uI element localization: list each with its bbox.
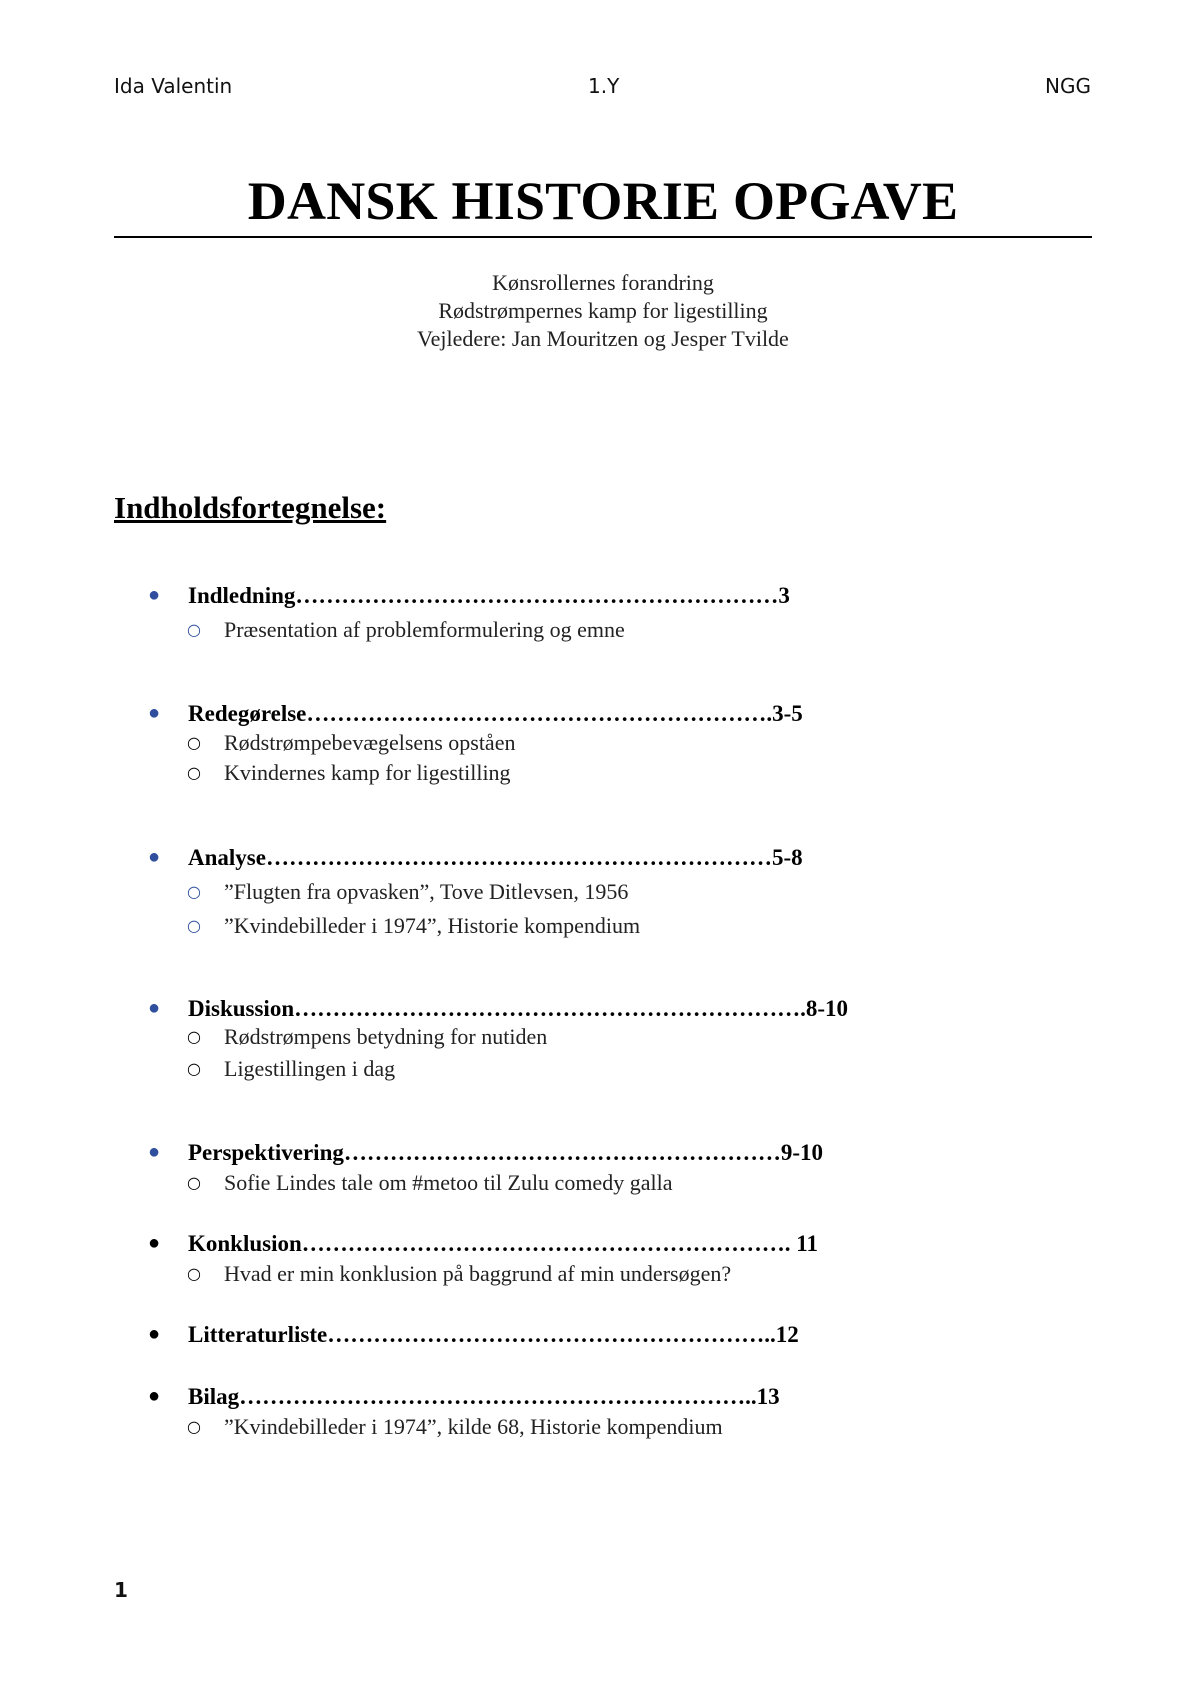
toc-subitem <box>187 619 625 641</box>
circle-bullet-icon: ○ <box>187 1027 201 1046</box>
subtitle-theme: Rødstrømpernes kamp for ligestilling <box>438 298 768 323</box>
bullet-icon: ● <box>148 702 161 724</box>
toc-page-number: 3-5 <box>772 701 803 726</box>
toc-entry-analyse <box>148 846 803 869</box>
circle-bullet-icon: ○ <box>187 882 201 901</box>
toc-entry-bilag <box>148 1385 780 1408</box>
toc-leader-dots: ……………………………………………………. <box>306 701 773 726</box>
toc-entry-title: Bilag <box>188 1384 240 1409</box>
bullet-icon: ● <box>148 1385 161 1407</box>
toc-entry-title: Diskussion <box>188 996 295 1021</box>
toc-entry-title: Analyse <box>188 845 266 870</box>
toc-leader-dots: ………………………………………………….. <box>327 1322 776 1347</box>
circle-bullet-icon: ○ <box>187 916 201 935</box>
bullet-icon: ● <box>148 1323 161 1345</box>
toc-page-number: 8-10 <box>805 996 849 1021</box>
toc-leader-dots: ……………………………………………………… <box>295 583 779 608</box>
bullet-icon: ● <box>148 1141 161 1163</box>
toc-page-number: 13 <box>756 1384 780 1409</box>
toc-entry-diskussion <box>148 997 848 1020</box>
toc-subitem-text: Hvad er min konklusion på baggrund af min undersøgen? <box>224 1261 732 1286</box>
circle-bullet-icon: ○ <box>187 1059 201 1078</box>
toc-entry-title: Konklusion <box>188 1231 302 1256</box>
toc-page-number: 5-8 <box>771 845 803 870</box>
title-underline <box>114 236 1092 238</box>
toc-leader-dots: …………………………………………………………. <box>294 996 806 1021</box>
toc-subitem <box>187 1172 672 1194</box>
header-class: 1.Y <box>588 74 620 98</box>
toc-leader-dots: ………………………………………………… <box>343 1140 781 1165</box>
bullet-icon: ● <box>148 584 161 606</box>
circle-bullet-icon: ○ <box>187 1264 201 1283</box>
toc-entry-redegorelse <box>148 702 803 725</box>
circle-bullet-icon: ○ <box>187 620 201 639</box>
toc-leader-dots: ………………………………………………………… <box>265 845 772 870</box>
circle-bullet-icon: ○ <box>187 1173 201 1192</box>
toc-page-number: 9-10 <box>780 1140 824 1165</box>
toc-subitem-text: ”Flugten fra opvasken”, Tove Ditlevsen, 1956 <box>224 879 629 904</box>
toc-entry-title: Redegørelse <box>188 701 307 726</box>
toc-subitem-text: ”Kvindebilleder i 1974”, kilde 68, Historie kompendium <box>224 1414 723 1439</box>
toc-heading: Indholdsfortegnelse: <box>114 490 387 525</box>
toc-page-number: 3 <box>778 583 790 608</box>
circle-bullet-icon: ○ <box>187 733 201 752</box>
toc-entry-litteraturliste <box>148 1323 799 1346</box>
circle-bullet-icon: ○ <box>187 763 201 782</box>
toc-subitem <box>187 1416 723 1438</box>
toc-entry-title: Perspektivering <box>188 1140 344 1165</box>
bullet-icon: ● <box>148 846 161 868</box>
toc-leader-dots: ………………………………………………………….. <box>239 1384 757 1409</box>
toc-subitem-text: Kvindernes kamp for ligestilling <box>224 760 511 785</box>
toc-subitem-text: Præsentation af problemformulering og emne <box>224 617 625 642</box>
toc-page-number: 12 <box>775 1322 799 1347</box>
toc-subitem <box>187 881 628 903</box>
toc-entry-indledning <box>148 584 790 607</box>
toc-subitem-text: Rødstrømpebevægelsens opståen <box>224 730 516 755</box>
toc-subitem-text: Rødstrømpens betydning for nutiden <box>224 1024 548 1049</box>
toc-subitem <box>187 1026 547 1048</box>
circle-bullet-icon: ○ <box>187 1417 201 1436</box>
header-author: Ida Valentin <box>114 74 233 98</box>
toc-entry-title: Indledning <box>188 583 296 608</box>
toc-entry-title: Litteraturliste <box>188 1322 328 1347</box>
toc-entry-perspektivering <box>148 1141 823 1164</box>
toc-subitem-text: Ligestillingen i dag <box>224 1056 396 1081</box>
document-title: DANSK HISTORIE OPGAVE <box>247 171 959 231</box>
header-school: NGG <box>1045 74 1091 98</box>
bullet-icon: ● <box>148 997 161 1019</box>
toc-leader-dots: ………………………………………………………. <box>301 1231 797 1256</box>
toc-subitem <box>187 915 640 937</box>
subtitle-topic: Kønsrollernes forandring <box>492 270 714 295</box>
toc-subitem-text: ”Kvindebilleder i 1974”, Historie kompendium <box>224 913 641 938</box>
toc-subitem <box>187 762 511 784</box>
toc-entry-konklusion <box>148 1232 818 1255</box>
page-number: 1 <box>114 1578 128 1602</box>
toc-page-number: 11 <box>796 1231 819 1256</box>
toc-subitem <box>187 1263 731 1285</box>
toc-subitem <box>187 732 515 754</box>
subtitle-supervisors: Vejledere: Jan Mouritzen og Jesper Tvilde <box>417 326 789 351</box>
toc-subitem-text: Sofie Lindes tale om #metoo til Zulu comedy galla <box>224 1170 673 1195</box>
bullet-icon: ● <box>148 1232 161 1254</box>
toc-subitem <box>187 1058 395 1080</box>
